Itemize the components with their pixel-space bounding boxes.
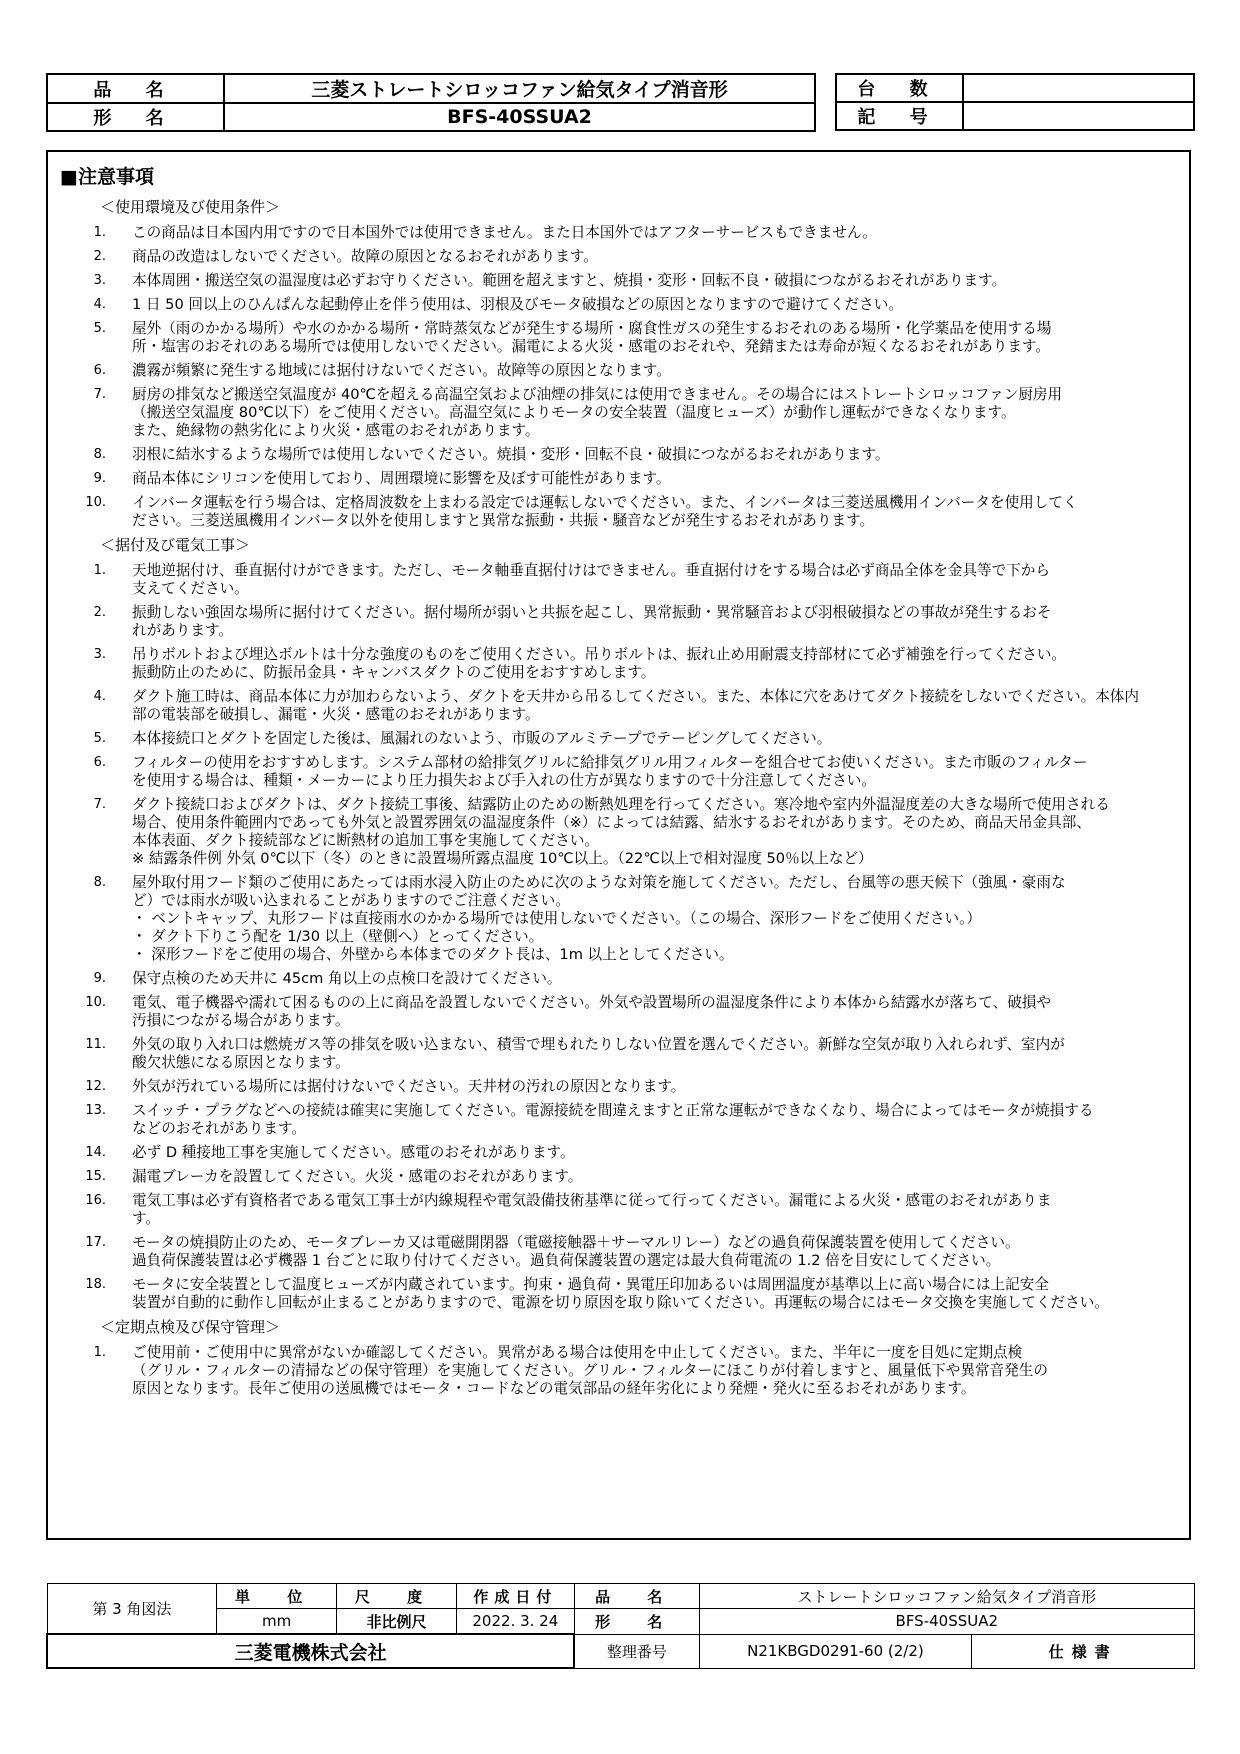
item-text: 羽根に結氷するような場所では使用しないでください。焼損・変形・回転不良・破損につながるおそれがあります。 — [132, 446, 890, 463]
item-number: 5. — [93, 731, 106, 746]
item-text: 漏電ブレーカを設置してください。火災・感電のおそれがあります。 — [132, 1168, 583, 1185]
footer-model: BFS-40SSUA2 — [699, 1609, 1194, 1635]
item-number: 10. — [85, 495, 106, 510]
list-item — [68, 224, 1178, 242]
item-number: 18. — [85, 1277, 106, 1292]
list-item — [68, 994, 1178, 1030]
item-text: 濃霧が頻繁に発生する地域には据付けないでください。故障等の原因となります。 — [132, 362, 671, 379]
item-text: 外気の取り入れ口は燃焼ガス等の排気を吸い込まない、積雪で埋もれたりしない位置を選んでください。新鮮な空気が取り入れられず、室内が 酸欠状態になる原因となります。 — [132, 1036, 1065, 1071]
list-item — [68, 562, 1178, 598]
list-item — [68, 446, 1178, 464]
section-heading: ＜据付及び電気工事＞ — [100, 536, 251, 554]
hinmei-label: 品 名 — [47, 74, 224, 103]
header-table — [46, 73, 816, 132]
item-text: 振動しない強固な場所に据付けてください。据付場所が弱いと共振を起こし、異常振動・異常騒音および羽根破損などの事故が発生するおそ れがあります。 — [132, 604, 1052, 639]
item-number: 5. — [93, 321, 106, 336]
item-number: 8. — [93, 447, 106, 462]
item-number: 1. — [93, 225, 106, 240]
footer-katamei-label: 形 名 — [574, 1609, 699, 1635]
notes-body — [68, 196, 1178, 1404]
item-text: 屋外（雨のかかる場所）や水のかかる場所・常時蒸気などが発生する場所・腐食性ガスの発生するおそれのある場所・化学薬品を使用する場 所・塩害のおそれのある場所では使用しないでください。漏電による火災・感電のおそれや、発錆または寿命が短くなるおそれがあります。 — [132, 320, 1052, 355]
list-item — [68, 1192, 1178, 1228]
item-number: 8. — [93, 875, 106, 890]
list-item — [68, 470, 1178, 488]
list-item — [68, 874, 1178, 964]
item-text: この商品は日本国内用ですので日本国外では使用できません。また日本国外ではアフターサービスもできません。 — [132, 224, 878, 241]
list-item — [68, 320, 1178, 356]
item-text: ダクト施工時は、商品本体に力が加わらないよう、ダクトを天井から吊るしてください。また、本体に穴をあけてダクト接続をしないでください。本体内 部の電装部を破損し、漏電・火災・感電のおそれがあります。 — [132, 688, 1139, 723]
footer-product-name: ストレートシロッコファン給気タイプ消音形 — [699, 1584, 1194, 1609]
item-text: 屋外取付用フード類のご使用にあたっては雨水浸入防止のために次のような対策を施してください。ただし、台風等の悪天候下（強風・豪雨な ど）では雨水が吸い込まれることがありますのでご注意ください。 ・ ベントキャップ、丸形フードは直接雨水のかかる場所では使用しないでください。（この場合、深形フードをご使用ください。） ・ ダクト下りこう配を 1/30 以上（壁側へ）とってください。 ・ 深形フードをご使用の場合、外壁から本体までのダクト長は、1m 以上としてください。 — [132, 874, 1066, 963]
item-number: 7. — [93, 797, 106, 812]
kigo-value — [963, 102, 1194, 130]
list-item — [68, 272, 1178, 290]
notes-box — [46, 150, 1191, 1540]
list-item — [68, 1168, 1178, 1186]
item-text: 保守点検のため天井に 45cm 角以上の点検口を設けてください。 — [132, 970, 562, 987]
document-type: 仕様書 — [972, 1634, 1195, 1668]
item-text: 本体周囲・搬送空気の温湿度は必ずお守りください。範囲を超えますと、焼損・変形・回転不良・破損につながるおそれがあります。 — [132, 272, 1007, 289]
item-number: 17. — [85, 1235, 106, 1250]
item-number: 4. — [93, 689, 106, 704]
item-text: 商品本体にシリコンを使用しており、周囲環境に影響を及ぼす可能性があります。 — [132, 470, 671, 487]
list-item — [68, 1234, 1178, 1270]
item-number: 13. — [85, 1103, 106, 1118]
item-text: ダクト接続口およびダクトは、ダクト接続工事後、結露防止のための断熱処理を行ってください。寒冷地や室内外温湿度差の大きな場所で使用される 場合、使用条件範囲内であっても外気と設置雰囲気の温湿度条件（※）によっては結露、結氷するおそれがあります。そのため、商品天吊金具部、 本体表面、ダクト接続部などに断熱材の追加工事を実施してください。 ※ 結露条件例 外気 0℃以下（冬）のときに設置場所露点温度 10℃以上。（22℃以上で相対湿度 50％以上など） — [132, 796, 1110, 867]
list-item — [68, 970, 1178, 988]
quantity-table — [835, 73, 1195, 131]
list-item — [68, 688, 1178, 724]
item-number: 3. — [93, 647, 106, 662]
item-number: 12. — [85, 1079, 106, 1094]
daisu-label: 台 数 — [836, 74, 963, 102]
list-item — [68, 730, 1178, 748]
item-text: 厨房の排気など搬送空気温度が 40℃を超える高温空気および油煙の排気には使用できません。その場合にはストレートシロッコファン厨房用 （搬送空気温度 80℃以下）をご使用ください。高温空気によりモータの安全装置（温度ヒューズ）が動作し運転ができなくなります。 また、絶縁物の熱劣化により火災・感電のおそれがあります。 — [132, 386, 1063, 439]
scale-label: 尺 度 — [337, 1584, 457, 1609]
item-text: 外気が汚れている場所には据付けないでください。天井材の汚れの原因となります。 — [132, 1078, 686, 1095]
list-item — [68, 386, 1178, 440]
list-item — [68, 296, 1178, 314]
list-item — [68, 1102, 1178, 1138]
item-text: 1 日 50 回以上のひんぱんな起動停止を伴う使用は、羽根及びモータ破損などの原因となりますので避けてください。 — [132, 296, 903, 313]
item-number: 1. — [93, 563, 106, 578]
unit-value: mm — [217, 1609, 337, 1635]
list-item — [68, 1078, 1178, 1096]
list-item — [68, 1344, 1178, 1398]
item-number: 3. — [93, 273, 106, 288]
daisu-value — [963, 74, 1194, 102]
item-text: 商品の改造はしないでください。故障の原因となるおそれがあります。 — [132, 248, 598, 265]
kigo-label: 記 号 — [836, 102, 963, 130]
item-number: 11. — [85, 1037, 106, 1052]
section-heading: ＜使用環境及び使用条件＞ — [100, 198, 281, 216]
list-item — [68, 362, 1178, 380]
item-number: 15. — [85, 1169, 106, 1184]
item-number: 6. — [93, 363, 106, 378]
item-number: 4. — [93, 297, 106, 312]
item-number: 16. — [85, 1193, 106, 1208]
scale-value: 非比例尺 — [337, 1609, 457, 1635]
product-name: 三菱ストレートシロッコファン給気タイプ消音形 — [224, 74, 815, 103]
list-item — [68, 796, 1178, 868]
list-item — [68, 1276, 1178, 1312]
list-item — [68, 248, 1178, 266]
control-number: N21KBGD0291-60 (2/2) — [699, 1634, 972, 1668]
list-item — [68, 754, 1178, 790]
list-item — [68, 646, 1178, 682]
date-value: 2022. 3. 24 — [456, 1609, 574, 1635]
company-name: 三菱電機株式会社 — [47, 1634, 574, 1668]
list-item — [68, 1036, 1178, 1072]
model-name: BFS-40SSUA2 — [224, 103, 815, 131]
footer-hinmei-label: 品 名 — [574, 1584, 699, 1609]
item-number: 14. — [85, 1145, 106, 1160]
title-block — [46, 1583, 1195, 1669]
item-number: 9. — [93, 471, 106, 486]
list-item — [68, 1144, 1178, 1162]
item-number: 2. — [93, 605, 106, 620]
item-number: 10. — [85, 995, 106, 1010]
item-number: 1. — [93, 1345, 106, 1360]
item-number: 7. — [93, 387, 106, 402]
katamei-label: 形 名 — [47, 103, 224, 131]
item-text: スイッチ・プラグなどへの接続は確実に実施してください。電源接続を間違えますと正常な運転ができなくなり、場合によってはモータが焼損する などのおそれがあります。 — [132, 1102, 1094, 1137]
unit-label: 単 位 — [217, 1584, 337, 1609]
item-text: ご使用前・ご使用中に異常がないか確認してください。異常がある場合は使用を中止してください。また、半年に一度を目処に定期点検 （グリル・フィルターの清掃などの保守管理）を実施してください。グリル・フィルターにほこりが付着しますと、風量低下や異常音発生の 原因となります。長年ご使用の送風機ではモータ・コードなどの電気部品の経年劣化により発煙・発火に至るおそれがあります。 — [132, 1344, 1048, 1397]
item-number: 6. — [93, 755, 106, 770]
control-number-label: 整理番号 — [574, 1634, 699, 1668]
list-item — [68, 494, 1178, 530]
list-item — [68, 604, 1178, 640]
item-number: 2. — [93, 249, 106, 264]
item-text: モータに安全装置として温度ヒューズが内蔵されています。拘束・過負荷・異電圧印加あるいは周囲温度が基準以上に高い場合には上記安全 装置が自動的に動作し回転が止まることがありますので、電源を切り原因を取り除いてください。再運転の場合にはモータ交換を実施してください。 — [132, 1276, 1109, 1311]
date-label: 作成日付 — [456, 1584, 574, 1609]
item-text: 必ず D 種接地工事を実施してください。感電のおそれがあります。 — [132, 1144, 575, 1161]
item-text: 電気工事は必ず有資格者である電気工事士が内線規程や電気設備技術基準に従って行ってください。漏電による火災・感電のおそれがありま す。 — [132, 1192, 1052, 1227]
item-number: 9. — [93, 971, 106, 986]
item-text: 吊りボルトおよび埋込ボルトは十分な強度のものをご使用ください。吊りボルトは、振れ止め用耐震支持部材にて必ず補強を行ってください。 振動防止のために、防振吊金具・キャンバスダクトのご使用をおすすめします。 — [132, 646, 1067, 681]
item-text: フィルターの使用をおすすめします。システム部材の給排気グリルに給排気グリル用フィルターを組合せてお使いください。また市販のフィルター を使用する場合は、種類・メーカーにより圧力損失および手入れの仕方が異なりますので十分注意してください。 — [132, 754, 1088, 789]
item-text: 天地逆据付け、垂直据付けができます。ただし、モータ軸垂直据付けはできません。垂直据付けをする場合は必ず商品全体を金具等で下から 支えてください。 — [132, 562, 1050, 597]
section-heading: ＜定期点検及び保守管理＞ — [100, 1318, 281, 1336]
projection-method: 第 3 角図法 — [47, 1584, 217, 1635]
notes-title: ■注意事項 — [60, 166, 154, 188]
item-text: モータの焼損防止のため、モータブレーカ又は電磁開閉器（電磁接触器＋サーマルリレー）などの過負荷保護装置を使用してください。 過負荷保護装置は必ず機器 1 台ごとに取り付けてください。過負荷保護装置の選定は最大負荷電流の 1.2 倍を目安にしてください。 — [132, 1234, 1020, 1269]
item-text: インバータ運転を行う場合は、定格周波数を上まわる設定では運転しないでください。また、インバータは三菱送風機用インバータを使用してく ださい。三菱送風機用インバータ以外を使用しますと異常な振動・共振・騒音などが発生するおそれがあります。 — [132, 494, 1078, 529]
item-text: 電気、電子機器や濡れて困るものの上に商品を設置しないでください。外気や設置場所の温湿度条件により本体から結露水が落ちて、破損や 汚損につながる場合があります。 — [132, 994, 1051, 1029]
item-text: 本体接続口とダクトを固定した後は、風漏れのないよう、市販のアルミテープでテーピングしてください。 — [132, 730, 832, 747]
